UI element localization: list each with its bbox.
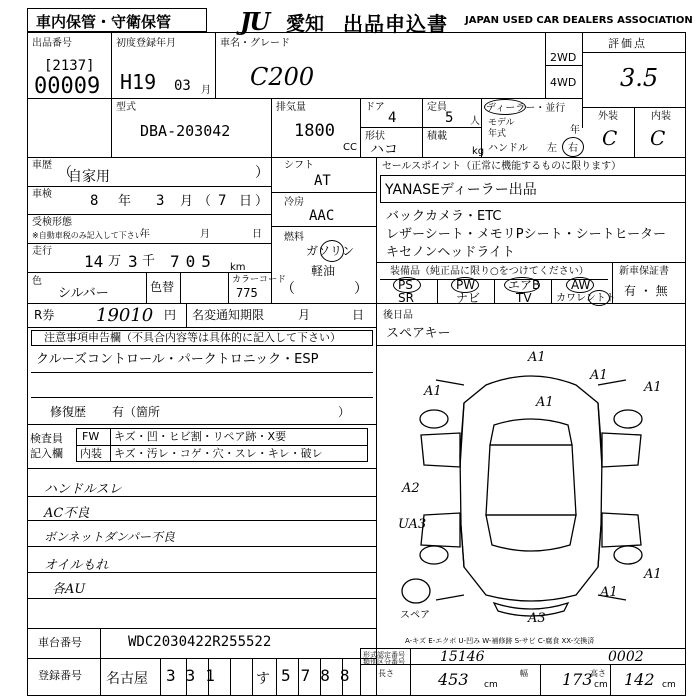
- fuel-petrol-circle: [320, 240, 344, 262]
- damage-mark-6: A2: [402, 481, 420, 496]
- damage-mark-9: A1: [600, 585, 618, 600]
- katashiki-label: 型式: [116, 102, 136, 113]
- lot-bracket: [2137]: [44, 58, 95, 74]
- displacement-unit: CC: [343, 142, 357, 153]
- mileage-man: 14: [84, 252, 104, 271]
- dims-label-2: 幅: [520, 669, 528, 678]
- dims-width: 173: [562, 670, 593, 689]
- sales-point-3: レザーシート・メモリPシート・シートヒーター: [386, 227, 667, 242]
- damage-mark-2: A1: [536, 395, 554, 410]
- capacity-label: 定員: [427, 102, 447, 113]
- damage-mark-8: A1: [644, 567, 662, 582]
- loading-unit: kg: [472, 146, 485, 157]
- lot-number: 00009: [34, 74, 101, 99]
- inspector-label-2: 記入欄: [30, 447, 63, 460]
- exterior-value: C: [602, 126, 618, 150]
- repair-close: ）: [338, 405, 351, 419]
- model-year-unit: 年: [570, 125, 580, 136]
- fuel-label: 燃料: [284, 232, 304, 243]
- shift-value: AT: [314, 173, 331, 189]
- mileage-label: 走行: [32, 246, 52, 257]
- displacement-label: 排気量: [276, 102, 306, 113]
- mileage-rest: 705: [170, 252, 217, 271]
- shaken-month: 3: [156, 193, 165, 209]
- mileage-unit: km: [230, 262, 246, 273]
- model-year-label: モデル年式: [488, 118, 515, 139]
- shaken-year-unit: 年: [118, 194, 132, 209]
- dealer-label: ディーラー・並行: [486, 103, 566, 114]
- recycle-unit: 円: [164, 308, 177, 322]
- dims-height-unit: cm: [662, 680, 676, 690]
- lot-label: 出品番号: [32, 38, 72, 49]
- equip-pw: PW: [456, 278, 476, 292]
- displacement-value: 1800: [294, 121, 335, 141]
- inspector-in: 内装: [80, 447, 102, 460]
- inspector-label-1: 検査員: [30, 432, 63, 445]
- drive-2wd: 2WD: [550, 51, 577, 64]
- interior-value: C: [650, 126, 666, 150]
- reg-label: 初度登録年月: [116, 38, 176, 49]
- interior-label: 内装: [651, 111, 671, 122]
- notice-day-unit: 日: [352, 308, 365, 322]
- damage-mark-4: A1: [644, 380, 662, 395]
- equip-airbag: エアB: [508, 278, 541, 292]
- reg-era: H19: [120, 70, 157, 94]
- fuel-diesel: 軽油: [311, 264, 336, 278]
- equip-ps: PS: [398, 278, 413, 292]
- mileage-man-unit: 万: [108, 254, 122, 269]
- loading-label: 積載: [427, 131, 447, 142]
- repair-label: 修復歴: [50, 405, 87, 419]
- handle-label: ハンドル: [488, 143, 528, 154]
- receipt-year-unit: 年: [140, 229, 150, 240]
- form-title: 出品申込書: [343, 12, 448, 36]
- dims-label-1: 長さ: [378, 669, 394, 678]
- handle-left: 左: [547, 143, 557, 154]
- plate-city: 名古屋: [106, 671, 148, 687]
- receipt-label: 受検形態: [32, 217, 72, 228]
- notes-line-1: クルーズコントロール・パークトロニック・ESP: [36, 352, 319, 367]
- damage-mark-10: A3: [528, 611, 546, 626]
- equip-ps-circle: [393, 277, 421, 293]
- grade-label: 評価点: [608, 37, 647, 50]
- equip-aw-circle: [566, 277, 594, 293]
- recycle-value: 19010: [96, 305, 154, 326]
- dims-height: 142: [624, 670, 655, 689]
- shaken-label: 車検: [32, 189, 52, 200]
- equipment-label: 装備品（純正品に限り○をつけてください）: [390, 266, 589, 277]
- notice-month-unit: 月: [298, 308, 311, 322]
- note-1: ハンドルスレ: [44, 482, 122, 497]
- damage-mark-3: A1: [424, 384, 442, 399]
- grade-value: 3.5: [620, 64, 659, 92]
- history-value: 自家用: [68, 169, 110, 185]
- shaken-day-unit: 日: [239, 194, 253, 209]
- inspector-in-row: キズ・汚レ・コゲ・穴・スレ・キレ・破レ: [114, 447, 323, 460]
- chassis-label: 車台番号: [38, 636, 82, 649]
- org-name-en: JAPAN USED CAR DEALERS ASSOCIATION: [465, 15, 693, 26]
- dims-label-3: 高さ: [590, 669, 606, 678]
- cert-value-1: 15146: [440, 649, 485, 665]
- equip-tv: TV: [516, 291, 532, 305]
- storage-stamp: [27, 8, 207, 32]
- receipt-day-unit: 日: [252, 229, 262, 240]
- color-value: シルバー: [58, 286, 109, 301]
- warranty-label: 新車保証書: [619, 266, 669, 277]
- reg-month-unit: 月: [201, 85, 211, 96]
- color-code: 775: [236, 286, 258, 300]
- rear-fit-value: スペアキー: [386, 326, 451, 341]
- note-4: オイルもれ: [44, 558, 109, 573]
- receipt-note: ※自動車税のみ記入して下さい: [32, 231, 143, 240]
- equip-camera: カワレントト: [556, 293, 616, 304]
- inspector-fw: FW: [82, 430, 100, 443]
- plate-kana: す: [256, 671, 270, 687]
- cert-label-1: 形式認定番号: [363, 651, 405, 659]
- damage-mark-7: UA3: [398, 517, 427, 532]
- plate-label: 登録番号: [38, 669, 82, 682]
- sales-point-1: YANASEディーラー出品: [385, 182, 537, 198]
- doors-label: ドア: [365, 102, 385, 113]
- shaken-day: 7: [218, 193, 227, 209]
- storage-stamp-text: 車内保管・守衛保管: [36, 13, 172, 31]
- org-name: 愛知: [286, 13, 325, 35]
- recycle-label: R券: [34, 308, 55, 322]
- note-2: AC不良: [44, 506, 90, 521]
- capacity-unit: 人: [470, 116, 480, 127]
- equip-camera-circle: [588, 290, 610, 306]
- color-label: 色: [32, 276, 42, 287]
- car-damage-diagram: [376, 345, 686, 645]
- dims-length-unit: cm: [484, 680, 498, 690]
- shaken-year: 8: [90, 193, 99, 209]
- mileage-sen-unit: 千: [142, 254, 156, 269]
- aircon-value: AAC: [309, 208, 335, 224]
- shift-label: シフト: [284, 160, 314, 171]
- shaken-month-unit: 月: [180, 194, 194, 209]
- equip-aw: AW: [571, 278, 591, 292]
- color-code-label: カラーコード: [232, 275, 287, 285]
- spare-label: スペア: [400, 610, 430, 621]
- cert-label-2: 類別区分番号: [363, 658, 405, 666]
- notes-label: 注意事項申告欄（不具合内容等は具体的に記入して下さい）: [44, 331, 341, 344]
- doors-value: 4: [388, 110, 397, 126]
- history-label: 車歴: [32, 160, 52, 171]
- reg-month: 03: [174, 78, 191, 94]
- ju-logo-text: JU: [240, 7, 269, 36]
- exterior-label: 外装: [598, 111, 618, 122]
- sales-point-2: バックカメラ・ETC: [386, 209, 502, 224]
- receipt-month-unit: 月: [200, 229, 210, 240]
- handle-right: 右: [568, 143, 578, 154]
- aircon-label: 冷房: [284, 197, 304, 208]
- plate-class: 331: [166, 666, 225, 685]
- plate-number: 5788: [281, 666, 360, 685]
- ju-logo: [240, 7, 285, 36]
- handle-right-circle: [562, 137, 584, 157]
- note-5: 各AU: [52, 582, 86, 597]
- rear-fit-label: 後日品: [383, 310, 413, 321]
- dims-width-unit: cm: [594, 680, 608, 690]
- equip-navi: ナビ: [456, 291, 481, 305]
- model-label: 車名・グレード: [220, 38, 290, 49]
- damage-mark-1: A1: [528, 350, 546, 365]
- drive-4wd: 4WD: [550, 76, 577, 89]
- dims-length: 453: [438, 670, 469, 689]
- note-3: ボンネットダンパー不良: [44, 530, 175, 544]
- chassis-value: WDC2030422R255522: [128, 634, 272, 650]
- equip-airbag-circle: [504, 277, 540, 293]
- sales-point-4: キセノンヘッドライト: [386, 245, 515, 260]
- sales-points-label: セールスポイント（正常に機能するものに限ります）: [382, 161, 622, 172]
- cert-value-2: 0002: [608, 649, 644, 665]
- katashiki-value: DBA-203042: [140, 122, 231, 140]
- model-value: C200: [250, 63, 315, 91]
- warranty-options: 有 ・ 無: [624, 284, 668, 298]
- shape-value: ハコ: [370, 142, 398, 158]
- fuel-petrol: ガソリン: [306, 244, 355, 258]
- capacity-value: 5: [445, 110, 454, 126]
- damage-legend: A-キズ E-エクボ U-凹み W-補修跡 S-サビ C-腐食 XX-交換済: [405, 637, 595, 645]
- mileage-sen: 3: [128, 252, 138, 271]
- damage-mark-5: A1: [590, 368, 608, 383]
- color-change-label: 色替: [150, 280, 175, 294]
- equip-sr: SR: [398, 291, 414, 305]
- dealer-circle: [484, 99, 526, 115]
- repair-value: 有（箇所: [112, 405, 161, 419]
- notice-label: 名変通知期限: [192, 308, 265, 322]
- equip-pw-circle: [451, 277, 479, 293]
- shape-label: 形状: [365, 131, 385, 142]
- inspector-fw-row: キズ・凹・ヒビ割・リペア跡・X要: [114, 430, 287, 443]
